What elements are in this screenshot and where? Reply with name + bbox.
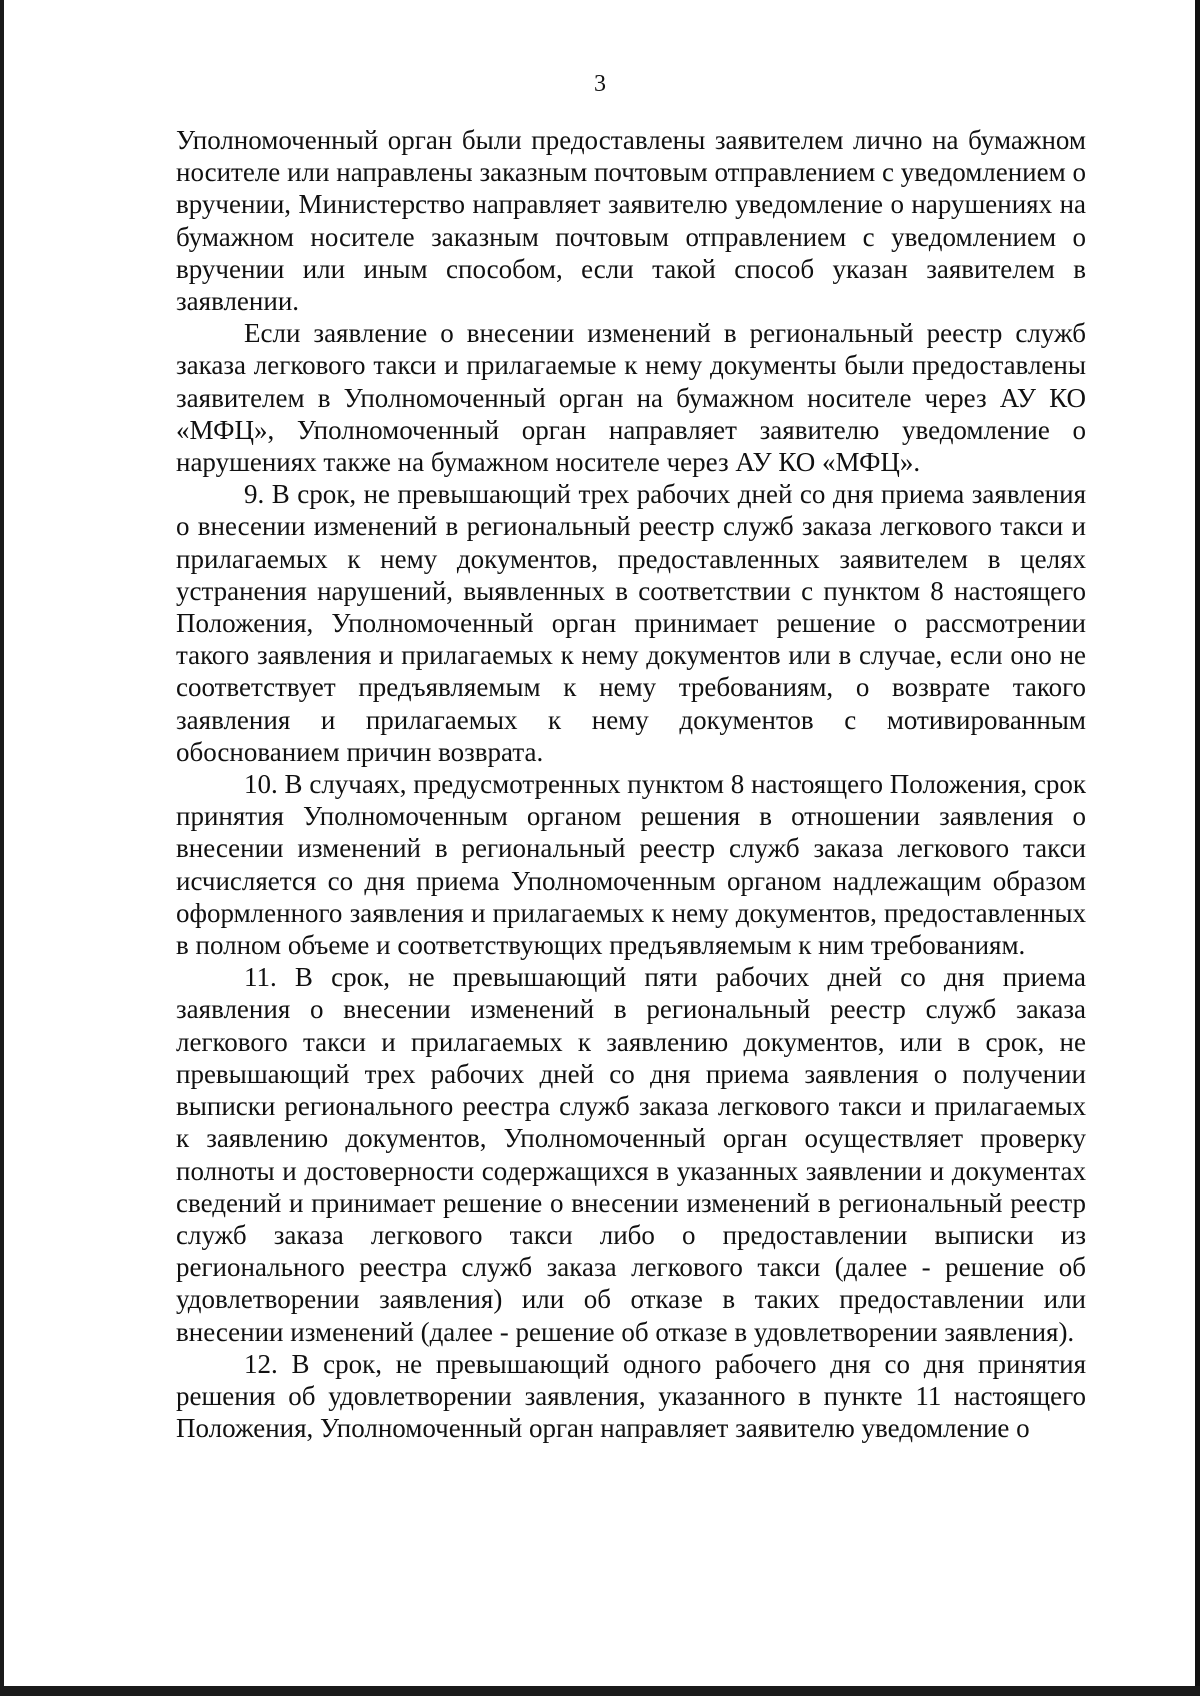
document-body <box>176 124 1086 1444</box>
paragraph-continuation: Уполномоченный орган были предоставлены заявителем лично на бумажном носителе или направлены заказным почтовым отправлением с уведомлением о вручении, Министерство направляет заявителю уведомление о нарушениях на бумажном носителе заказным почтовым отправлением с уведомлением о вручении или иным способом, если такой способ указан заявителем в заявлении. <box>176 125 1086 317</box>
scan-edge-bottom <box>0 1686 1200 1696</box>
paragraph-item-9: 9. В срок, не превышающий трех рабочих дней со дня приема заявления о внесении изменений в региональный реестр служб заказа легкового такси и прилагаемых к нему документов, предоставленных заявителем в целях устранения нарушений, выявленных в соответствии с пунктом 8 настоящего Положения, Уполномоченный орган принимает решение о рассмотрении такого заявления и прилагаемых к нему документов или в случае, если оно не соответствует предъявляемым к нему требованиям, о возврате такого заявления и прилагаемых к нему документов с мотивированным обоснованием причин возврата. <box>176 479 1086 767</box>
paragraph-item-10: 10. В случаях, предусмотренных пунктом 8 настоящего Положения, срок принятия Уполномоченным органом решения в отношении заявления о внесении изменений в региональный реестр служб заказа легкового такси исчисляется со дня приема Уполномоченным органом надлежащим образом оформленного заявления и прилагаемых к нему документов, предоставленных в полном объеме и соответствующих предъявляемым к ним требованиям. <box>176 769 1086 961</box>
scan-edge-right <box>1195 0 1200 1696</box>
page-number: 3 <box>594 71 606 97</box>
paragraph-item-12: 12. В срок, не превышающий одного рабочего дня со дня принятия решения об удовлетворении заявления, указанного в пункте 11 настоящего Положения, Уполномоченный орган направляет заявителю уведомление о <box>176 1348 1086 1444</box>
paragraph-mfc-notification: Если заявление о внесении изменений в региональный реестр служб заказа легкового такси и прилагаемые к нему документы были предоставлены заявителем в Уполномоченный орган на бумажном носителе через АУ КО «МФЦ», Уполномоченный орган направляет заявителю уведомление о нарушениях также на бумажном носителе через АУ КО «МФЦ». <box>176 318 1086 478</box>
scan-edge-left <box>0 0 4 1696</box>
paragraph-item-11: 11. В срок, не превышающий пяти рабочих дней со дня приема заявления о внесении изменений в региональный реестр служб заказа легкового такси и прилагаемых к заявлению документов, или в срок, не превышающий трех рабочих дней со дня приема заявления о получении выписки регионального реестра служб заказа легкового такси и прилагаемых к заявлению документов, Уполномоченный орган осуществляет проверку полноты и достоверности содержащихся в указанных заявлении и документах сведений и принимает решение о внесении изменений в региональный реестр служб заказа легкового такси либо о предоставлении выписки из регионального реестра служб заказа легкового такси (далее - решение об удовлетворении заявления) или об отказе в таких предоставлении или внесении изменений (далее - решение об отказе в удовлетворении заявления). <box>176 962 1086 1347</box>
